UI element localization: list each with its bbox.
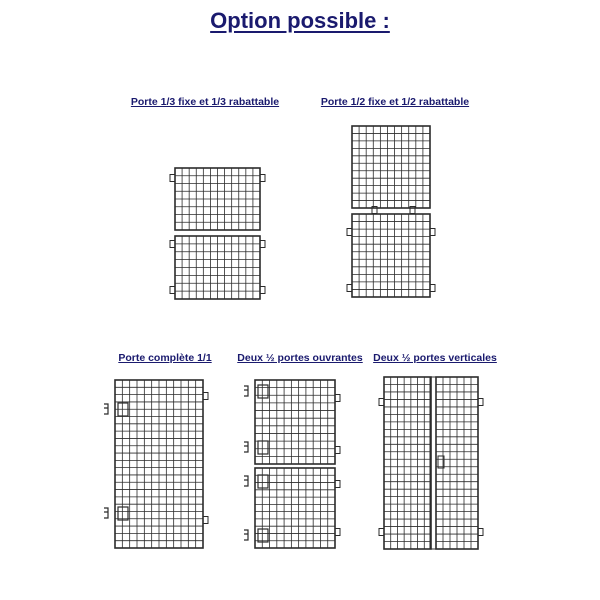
- latch-box: [258, 441, 268, 454]
- latch-box: [258, 475, 268, 488]
- latch-hook: [104, 404, 108, 414]
- two-vertical-left-panel: [384, 377, 431, 549]
- page-title: Option possible :: [210, 8, 390, 33]
- caption-two-vertical-doors: Deux ½ portes verticales: [373, 352, 497, 364]
- caption-half-door: Porte 1/2 fixe et 1/2 rabattable: [320, 96, 470, 108]
- latch-box: [258, 529, 268, 542]
- two-vertical-right-panel: [436, 377, 478, 549]
- caption-two-opening-doors: Deux ½ portes ouvrantes: [237, 352, 363, 364]
- third-door-folding-panel: [175, 236, 260, 299]
- latch-hook: [244, 386, 248, 396]
- two-opening-top-panel: [255, 380, 335, 464]
- latch-hook: [244, 476, 248, 486]
- half-door-folding-panel: [352, 214, 430, 297]
- latch-hook: [244, 530, 248, 540]
- half-door-fixed-panel: [352, 126, 430, 208]
- caption-full-door: Porte complète 1/1: [118, 352, 212, 364]
- latch-hook: [104, 508, 108, 518]
- latch-box: [118, 507, 128, 520]
- latch-hook: [244, 442, 248, 452]
- third-door-fixed-panel: [175, 168, 260, 230]
- caption-third-door: Porte 1/3 fixe et 1/3 rabattable: [130, 96, 280, 108]
- latch-box: [258, 385, 268, 398]
- two-opening-bottom-panel: [255, 468, 335, 548]
